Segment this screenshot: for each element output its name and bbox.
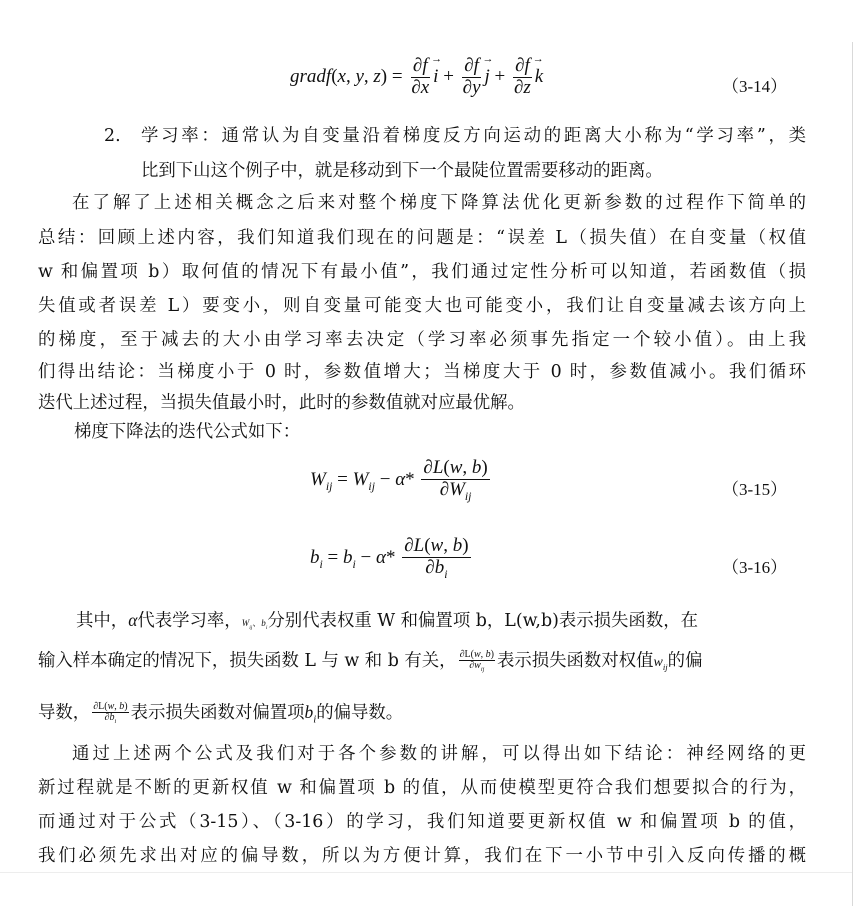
text-segment: 导数， (38, 703, 91, 723)
text-segment: 其中， (76, 611, 129, 631)
text-segment: 分别代表权重 W 和偏置项 b，L(w,b)表示损失函数，在 (267, 611, 698, 631)
equation-number-3-14: （3-14） (722, 77, 788, 96)
paragraph-1-line: 在了解了上述相关概念之后来对整个梯度下降算法优化更新参数的过程作下简单的 (72, 193, 806, 213)
paragraph-2-line-1 (76, 602, 806, 646)
wij-symbol: $w_{ij}$ (653, 655, 668, 672)
equation-number-3-15: （3-15） (722, 480, 788, 499)
list-item-marker: 2. (104, 126, 121, 146)
equation-number-3-16: （3-16） (722, 558, 788, 577)
list-item-line-2: 比到下山这个例子中，就是移动到下一个最陡位置需要移动的距离。 (141, 161, 663, 181)
list-item-line-1: 学习率：通常认为自变量沿着梯度反方向运动的距离大小称为“学习率”，类 (141, 126, 806, 146)
partial-l-bi-fraction: $\frac{\partial L(w, b)}{\partial b_i}$ (93, 700, 128, 725)
page-edge-line (852, 42, 853, 906)
paragraph-3-line: 新过程就是不断的更新权值 w 和偏置项 b 的值，从而使模型更符合我们想要拟合的行为， (38, 778, 806, 798)
paragraph-1-line: 的梯度，至于减去的大小由学习率去决定（学习率必须事先指定一个较小值）。由上我 (38, 330, 806, 350)
w-b-symbols: $W_{ij}$、$b_i$ (241, 618, 268, 631)
paragraph-1-line: 总结：回顾上述内容，我们知道我们现在的问题是：“误差 L（损失值）在自变量（权值 (38, 228, 806, 248)
text-segment: 表示损失函数对偏置项 (130, 703, 305, 723)
paragraph-3-line: 而通过对于公式（3-15）、（3-16）的学习，我们知道要更新权值 w 和偏置项 b 的值， (38, 812, 806, 832)
text-segment: 输入样本确定的情况下，损失函数 L 与 w 和 b 有关， (38, 651, 457, 671)
bi-symbol: $b_i$ (304, 702, 317, 726)
paragraph-1-line: 迭代上述过程，当损失值最小时，此时的参数值就对应最优解。 (38, 393, 525, 413)
equation-3-15: $W_{ij} = W_{ij} - \alpha*$ $\frac{\partial L(w, b)}{\partial W_{ij}}$ (310, 457, 488, 503)
text-segment: 的偏 (667, 651, 703, 671)
text-segment: 的偏导数。 (316, 703, 404, 723)
equation-3-16: $b_i = b_i - \alpha*$ $\frac{\partial L(w, b)}{\partial b_i}$ (310, 535, 469, 581)
partial-l-wij-fraction: $\frac{\partial L(w, b)}{\partial w_{ij}}$ (459, 648, 494, 673)
paragraph-1-line: w 和偏置项 b）取何值的情况下有最小值”，我们通过定性分析可以知道，若函数值（损 (38, 262, 806, 282)
iteration-intro: 梯度下降法的迭代公式如下： (74, 422, 301, 442)
paragraph-1-line: 失值或者误差 L）要变小，则自变量可能变大也可能变小，我们让自变量减去该方向上 (38, 296, 806, 316)
paragraph-1-line: 们得出结论：当梯度小于 0 时，参数值增大；当梯度大于 0 时，参数值减小。我们循环 (38, 362, 806, 382)
paragraph-2-line-3 (38, 694, 806, 737)
text-segment: 代表学习率， (137, 611, 242, 631)
text-segment: 表示损失函数对权值 (496, 651, 654, 671)
paragraph-2-line-2 (38, 643, 806, 685)
equation-3-14: gradf(x, y, z) = $\frac{\partial f}{\partial x}$ → i + $\frac{\partial f}{\partial y}$ → j + $\frac{\partial f}{\partial z}$ → k (290, 56, 543, 99)
paragraph-3-line: 我们必须先求出对应的偏导数，所以为方便计算，我们在下一小节中引入反向传播的概 (38, 846, 806, 866)
paragraph-3-line: 通过上述两个公式及我们对于各个参数的讲解，可以得出如下结论：神经网络的更 (72, 744, 806, 764)
alpha-symbol: α (128, 610, 138, 630)
